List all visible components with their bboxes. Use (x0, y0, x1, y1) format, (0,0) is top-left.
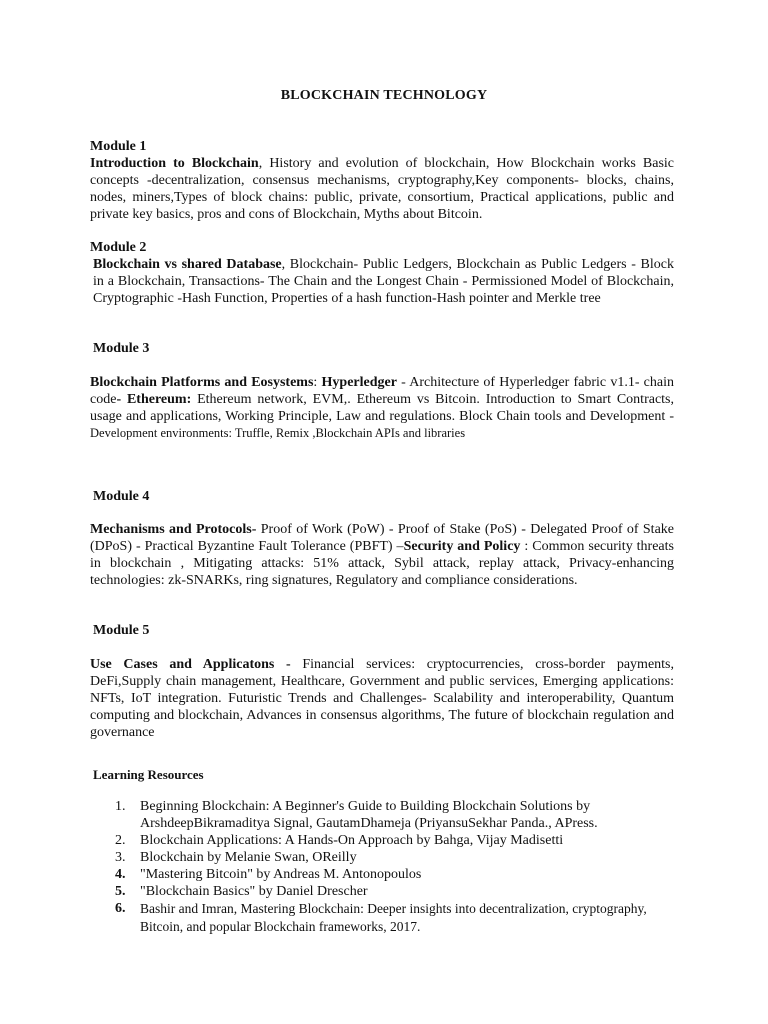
list-item (90, 849, 680, 866)
module-2-heading: Module 2 (90, 240, 147, 255)
list-item (90, 798, 680, 832)
module-3-bold-1: Blockchain Platforms and Eosystems (90, 375, 314, 390)
module-4-text-2: : Common security threats in blockchain , Mitigating attacks: 51% attack, Sybil attack, replay attack, Privacy-enhancing technologies: zk-SNARKs, ring signatures, Regulatory and compliance considerations. (90, 539, 674, 588)
module-1-text: , History and evolution of blockchain, How Blockchain works Basic concepts -decentralization, consensus mechanisms, cryptography,Key components- blocks, chains, nodes, miners,Types of block chains: public, private, consortium, Practical applications, public and private key basics, pros and cons of Blockchain, Myths about Bitcoin. (90, 156, 675, 222)
module-5-content (90, 656, 674, 741)
list-item-text: "Blockchain Basics" by Daniel Drescher (140, 884, 368, 899)
module-4-content (90, 521, 674, 589)
list-item-number: 3. (115, 850, 126, 865)
module-3-text-2: Ethereum network, EVM,. Ethereum vs Bitcoin. Introduction to Smart Contracts, usage and applications, Working Principle, Law and regulations. Block Chain tools and Development - (90, 392, 674, 424)
module-3-small-text: Development environments: Truffle, Remix ,Blockchain APIs and libraries (90, 426, 466, 440)
module-3-bold-3: - Ethereum: (116, 392, 192, 407)
list-item-number: 4. (115, 867, 126, 882)
module-4-heading: Module 4 (93, 489, 150, 504)
list-item (90, 832, 680, 849)
list-item-number: 2. (115, 833, 126, 848)
module-3-sep: : (313, 375, 322, 390)
module-3-heading: Module 3 (93, 341, 150, 356)
list-item-text: Blockchain by Melanie Swan, OReilly (140, 850, 357, 865)
module-1-content (90, 155, 674, 223)
list-item (90, 866, 680, 883)
module-3-content (90, 374, 674, 442)
module-2-content (93, 256, 674, 307)
module-5-heading: Module 5 (93, 623, 150, 638)
module-5-text-1: Financial services: cryptocurrencies, cross-border payments, DeFi,Supply chain management, Healthcare, Government and public services, Emerging applications: NFTs, IoT integration. Futuristic Trends and Challenges- Scalability and interoperability, Quantum computing and blockchain, Advances in consensus algorithms, The future of blockchain regulation and governance (90, 657, 674, 740)
list-item-text: Beginning Blockchain: A Beginner's Guide to Building Blockchain Solutions by ArshdeepBikramaditya Signal, GautamDhameja (PriyansuSekhar Panda., APress. (140, 799, 598, 831)
learning-resources-heading: Learning Resources (93, 767, 204, 782)
module-4-bold-1: Mechanisms and Protocols- (90, 522, 257, 537)
list-item (90, 900, 680, 936)
resources-list (90, 798, 680, 936)
list-item-number: 1. (115, 799, 126, 814)
module-5-bold-1: Use Cases and Applicatons - (90, 657, 291, 672)
module-4-text-1: Proof of Work (PoW) - Proof of Stake (PoS) - Delegated Proof of Stake (DPoS) - Practical Byzantine Fault Tolerance (PBFT) – (90, 522, 674, 554)
list-item-text: Blockchain Applications: A Hands-On Approach by Bahga, Vijay Madisetti (140, 833, 564, 848)
module-1-bold-intro: Introduction to Blockchain (90, 156, 259, 171)
module-3-bold-2: Hyperledger (321, 375, 397, 390)
module-4-bold-2: Security and Policy (403, 539, 521, 554)
module-3-text-1: - Architecture of Hyperledger fabric v1.1- chain code (90, 375, 675, 407)
list-item-text: Bashir and Imran, Mastering Blockchain: Deeper insights into decentralization, cryptography, Bitcoin, and popular Blockchain frameworks, 2017. (140, 901, 647, 934)
list-item-text: "Mastering Bitcoin" by Andreas M. Antonopoulos (140, 867, 422, 882)
module-2-bold-intro: Blockchain vs shared Database (93, 257, 282, 272)
list-item-number: 5. (115, 884, 126, 899)
module-1-heading: Module 1 (90, 139, 147, 154)
list-item (90, 883, 680, 900)
list-item-number: 6. (115, 901, 126, 916)
page-title: BLOCKCHAIN TECHNOLOGY (280, 88, 488, 103)
module-2-text: , Blockchain- Public Ledgers, Blockchain as Public Ledgers - Block in a Blockchain, Transactions- The Chain and the Longest Chain - Permissioned Model of Blockchain, Cryptographic -Hash Function, Properties of a hash function-Hash pointer and Merkle tree (93, 257, 674, 306)
